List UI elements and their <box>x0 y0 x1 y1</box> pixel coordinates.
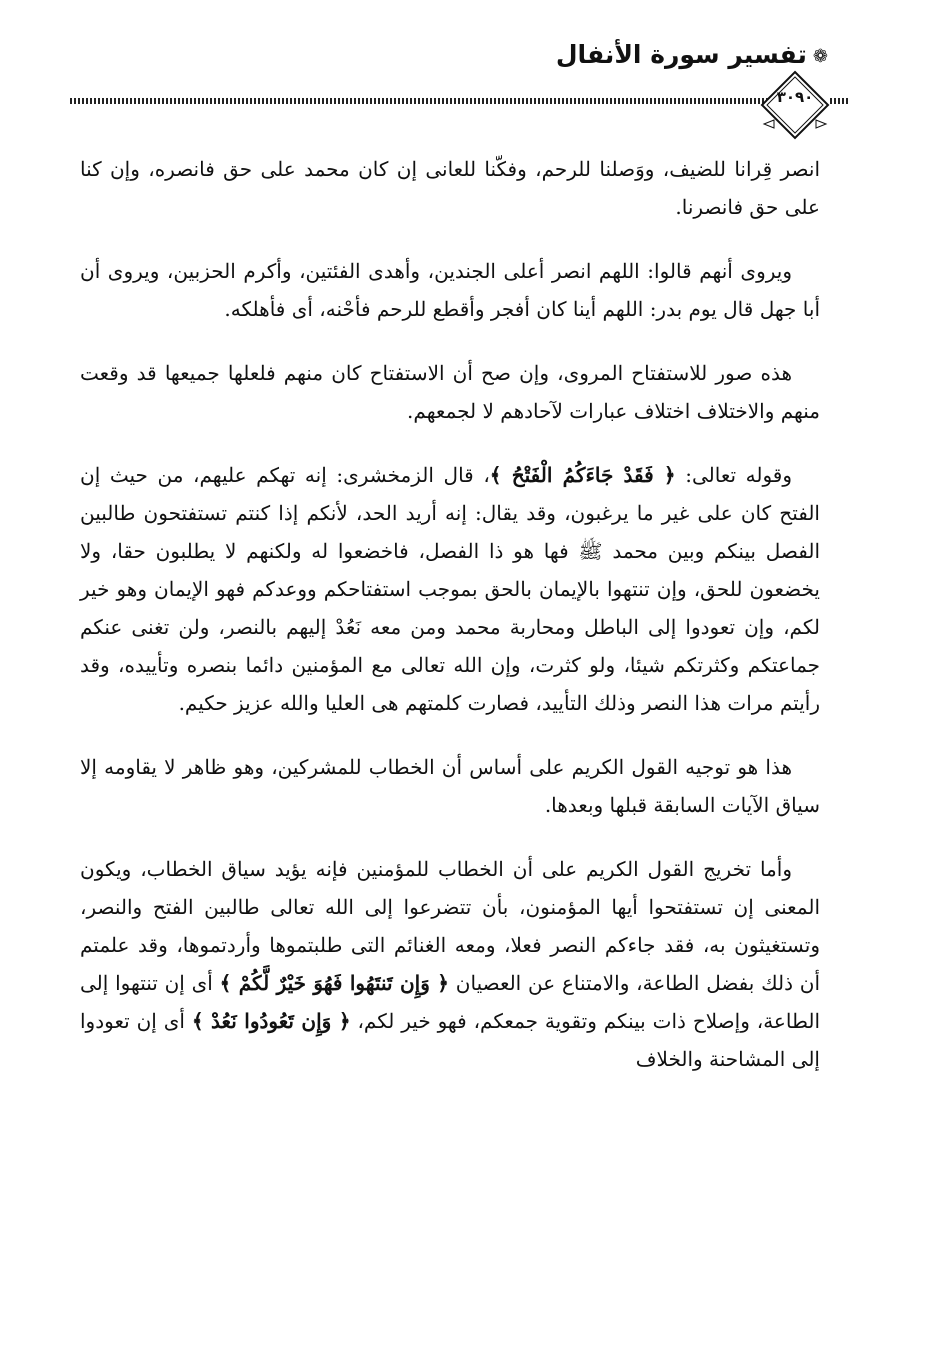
paragraph-4-text: ، قال الزمخشرى: إنه تهكم عليهم، من حيث إن الفتح كان على غير ما يرغبون، وقد يقال: إنه أريد الحد، لأنكم إذا كنتم تستفتحون طالبين الفصل بينكم وبين محمد ﷺ فها هو ذا الفصل، فاخضعوا له ولكنهم لا يطلبون حقا، ولا يخضعون للحق، وإن تنتهوا بالإيمان بالحق بموجب استفتاحكم ووعدكم فهو الإيمان وهو خير لكم، وإن تعودوا إلى الباطل ومحاربة محمد ومن معه نَعُدْ إليهم بالنصر، ولن تغنى عنكم جماعتكم وكثرتكم شيئا، ولو كثرت، وإن الله تعالى مع المؤمنين دائما بنصره وتأييده، وقد رأيتم مرات هذا النصر وذلك التأييد، فصارت كلمتهم هى العليا والله عزيز حكيم. <box>80 463 820 715</box>
quran-quote: ﴿ فَقَدْ جَاءَكُمُ الْفَتْحُ ﴾ <box>489 463 676 487</box>
page-number: ٣٠٩٠ <box>776 88 814 106</box>
paragraph-1: انصر قِرانا للضيف، ووَصلنا للرحم، وفكّنا للعانى إن كان محمد على حق فانصره، وإن كنا على حق فانصرنا. <box>80 157 820 219</box>
paragraph-4 <box>80 456 820 722</box>
paragraph-5: هذا هو توجيه القول الكريم على أساس أن الخطاب للمشركين، وهو ظاهر لا يقاومه إلا سياق الآيات السابقة قبلها وبعدها. <box>80 755 820 817</box>
paragraph-4-intro: وقوله تعالى: <box>685 463 793 487</box>
paragraph-2: ويروى أنهم قالوا: اللهم انصر أعلى الجندين، وأهدى الفئتين، وأكرم الحزبين، ويروى أن أبا جهل قال يوم بدر: اللهم أينا كان أفجر وأقطع للرحم فأحْنه، أى فأهلكه. <box>80 259 820 321</box>
page-header <box>70 30 850 150</box>
quran-quote: ﴿ وَإِن تَنتَهُوا فَهُوَ خَيْرٌ لَّكُمْ ﴾ <box>219 971 449 995</box>
running-title-text: تفسير سورة الأنفال <box>555 40 807 69</box>
title-ornament-icon: ❁ <box>812 45 828 67</box>
page-body <box>80 150 820 1104</box>
paragraph-6-text-a: وأما تخريج القول الكريم على أن الخطاب للمؤمنين فإنه يؤيد سياق الخطاب، ويكون المعنى إن تستفتحوا أيها المؤمنون، بأن تتضرعوا إلى الله تعالى طالبين الفتح والنصر، وتستغيثون به، فقد جاءكم النصر فعلا، ومعه الغنائم التى طلبتموها وأردتموها، وقد علمتم أن ذلك بفضل الطاعة، والامتناع عن العصيان <box>80 857 821 995</box>
header-rule-end <box>830 98 850 104</box>
header-rule <box>70 98 775 104</box>
paragraph-6-text-c: أى إن تعودوا إلى المشاحنة والخلاف <box>80 1009 820 1071</box>
page-number-badge <box>760 70 830 140</box>
paragraph-6 <box>80 850 820 1078</box>
paragraph-3: هذه صور للاستفتاح المروى، وإن صح أن الاستفتاح كان منهم فلعلها جميعها قد وقعت منهم والاختلاف اختلاف عبارات لآحادهم لا لجمعهم. <box>80 361 820 423</box>
paragraph-6-text-b: أى إن تنتهوا إلى الطاعة، وإصلاح ذات بينكم وتقوية جمعكم، فهو خير لكم، <box>80 971 821 1033</box>
running-title <box>556 40 828 69</box>
quran-quote: ﴿ وَإِن تَعُودُوا نَعُدْ ﴾ <box>191 1009 351 1033</box>
